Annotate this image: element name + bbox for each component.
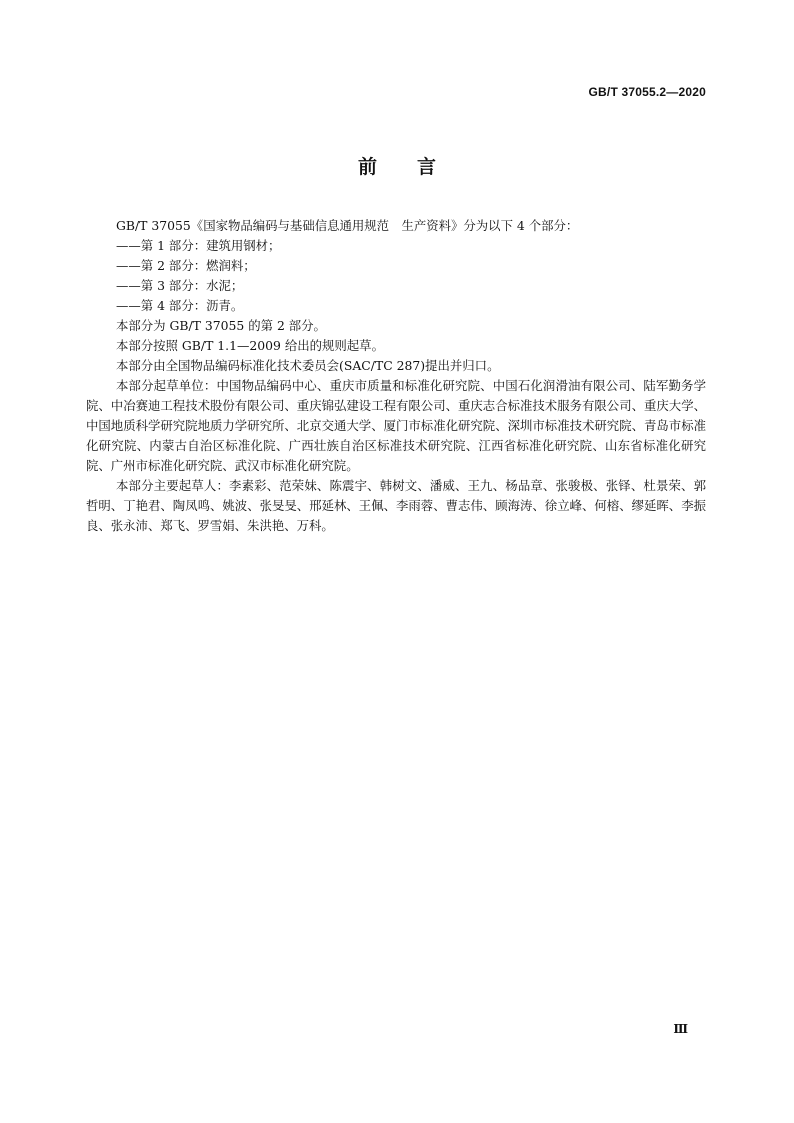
intro-paragraph: GB/T 37055《国家物品编码与基础信息通用规范 生产资料》分为以下 4 个部分： xyxy=(116,218,579,233)
part-item-1: ——第 1 部分：建筑用钢材； xyxy=(116,238,281,253)
foreword-body xyxy=(86,216,706,536)
page-number: Ⅲ xyxy=(673,1022,688,1036)
page-title: 前言 xyxy=(357,156,476,178)
drafting-units-paragraph: 本部分起草单位：中国物品编码中心、重庆市质量和标准化研究院、中国石化润滑油有限公司、陆军勤务学院、中冶赛迪工程技术股份有限公司、重庆锦弘建设工程有限公司、重庆志合标准技术服务有限公司、重庆大学、中国地质科学研究院地质力学研究所、北京交通大学、厦门市标准化研究院、深圳市标准技术研究院、青岛市标准化研究院、内蒙古自治区标准化院、广西壮族自治区标准技术研究院、江西省标准化研究院、山东省标准化研究院、广州市标准化研究院、武汉市标准化研究院。 xyxy=(86,378,706,473)
proposed-by-paragraph: 本部分由全国物品编码标准化技术委员会(SAC/TC 287)提出并归口。 xyxy=(116,358,500,373)
part-item-4: ——第 4 部分：沥青。 xyxy=(116,298,244,313)
this-part-paragraph: 本部分为 GB/T 37055 的第 2 部分。 xyxy=(116,318,326,333)
drafting-rule-paragraph: 本部分按照 GB/T 1.1—2009 给出的规则起草。 xyxy=(116,338,384,353)
standard-code: GB/T 37055.2—2020 xyxy=(588,85,706,99)
drafters-paragraph: 本部分主要起草人：李素彩、范荣妹、陈震宇、韩树文、潘威、王九、杨品章、张骏极、张铎、杜景荣、郭哲明、丁艳君、陶凤鸣、姚波、张旻旻、邢延林、王佩、李雨蓉、曹志伟、顾海涛、徐立峰、何榕、缪延晖、李振良、张永沛、郑飞、罗雪娟、朱洪艳、万科。 xyxy=(86,478,706,533)
part-item-2: ——第 2 部分：燃润料； xyxy=(116,258,256,273)
part-item-3: ——第 3 部分：水泥； xyxy=(116,278,244,293)
